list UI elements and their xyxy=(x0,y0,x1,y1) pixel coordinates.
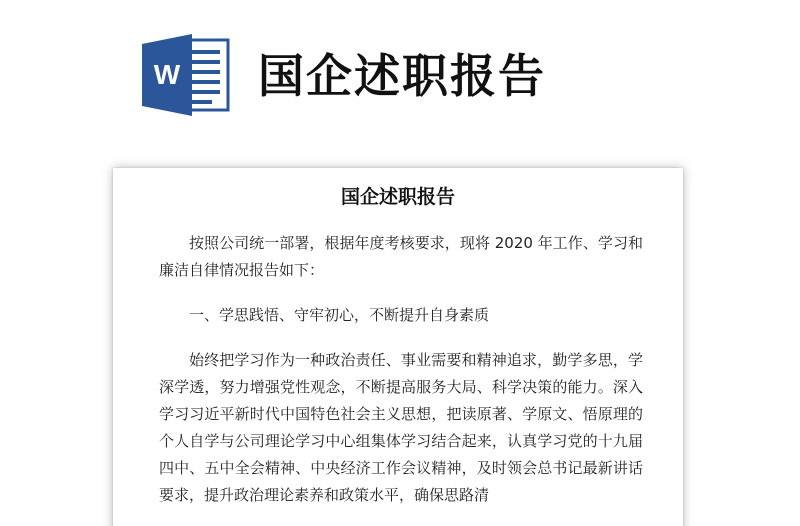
document-title: 国企述职报告 xyxy=(340,186,455,208)
document-page xyxy=(113,168,683,526)
paragraph-intro: 按照公司统一部署，根据年度考核要求，现将 2020 年工作、学习和廉洁自律情况报告如下： xyxy=(159,234,643,279)
page-title: 国企述职报告 xyxy=(258,49,546,103)
section-heading-1: 一、学思践悟、守牢初心，不断提升自身素质 xyxy=(189,306,490,324)
paragraph-body-1: 始终把学习作为一种政治责任、事业需要和精神追求，勤学多思，学深学透，努力增强党性观念，不断提高服务大局、科学决策的能力。深入学习习近平新时代中国特色社会主义思想，把读原著、学原文、悟原理的个人自学与公司理论学习中心组集体学习结合起来，认真学习党的十九届四中、五中全会精神、中央经济工作会议精神，及时领会总书记最新讲话要求，提升政治理论素养和政策水平，确保思路清 xyxy=(159,351,643,504)
word-app-icon xyxy=(142,34,230,116)
word-logo-letter: W xyxy=(153,59,181,90)
document-body xyxy=(159,230,643,509)
